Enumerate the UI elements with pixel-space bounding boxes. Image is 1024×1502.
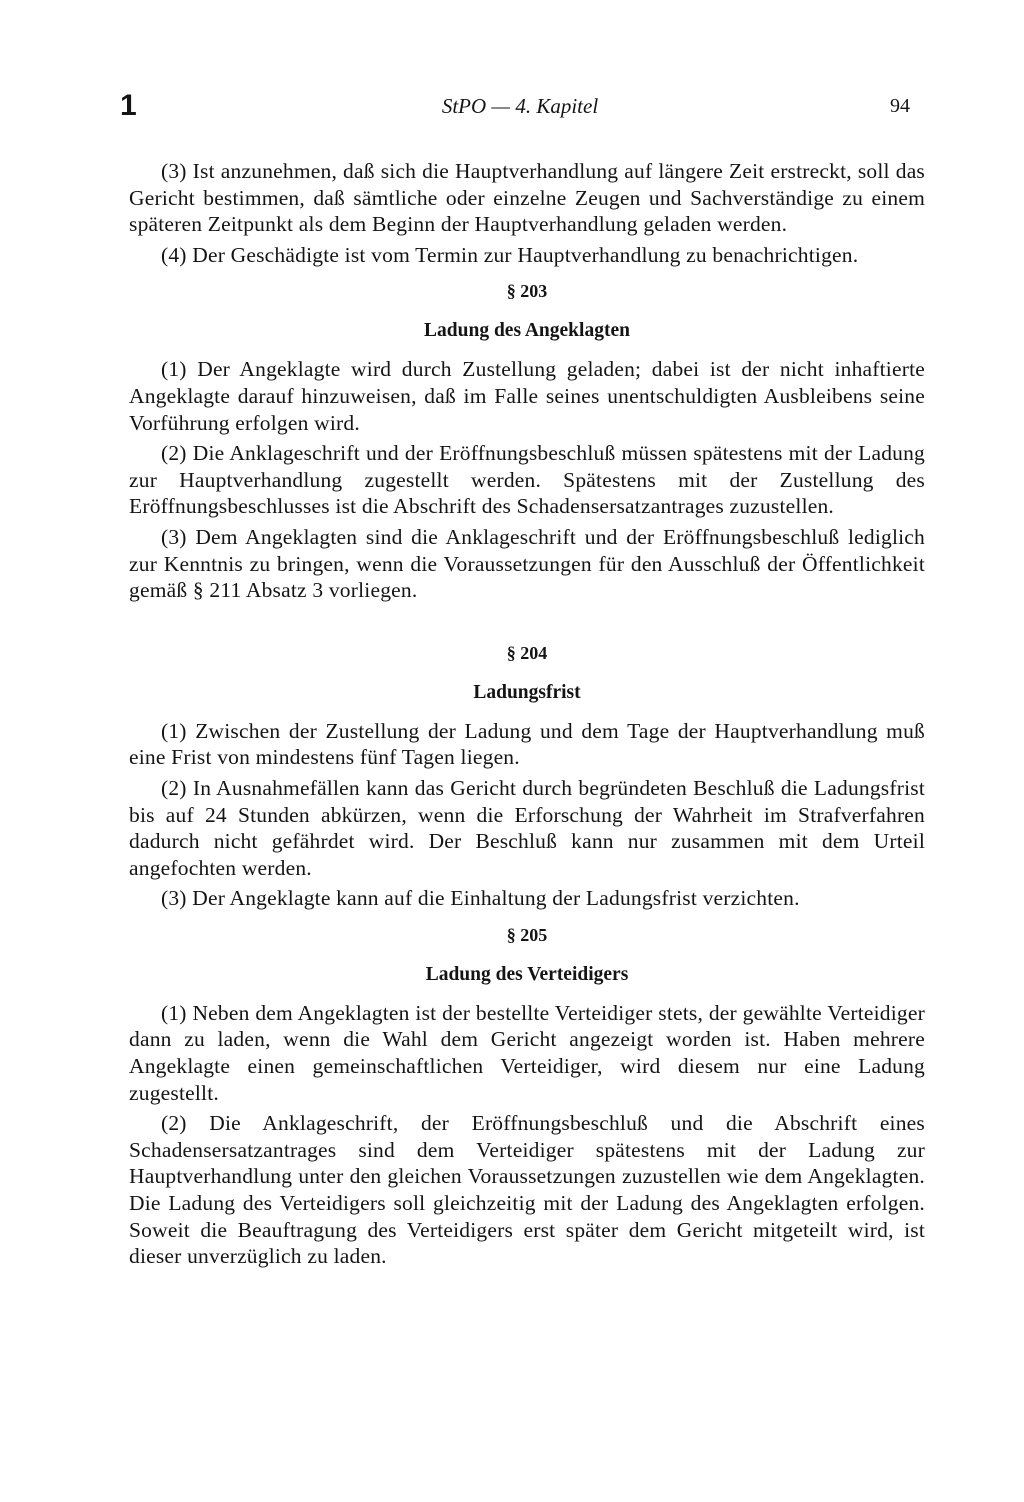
section-205-paragraph-1: (1) Neben dem Angeklagten ist der bestellte Verteidiger stets, der gewählte Verteidiger dann zu laden, wenn die Wahl dem Gericht angezeigt worden ist. Haben mehrere Angeklagte einen gemeinschaftlichen Verteidiger, wird diesem nur eine Ladung zugestellt. <box>129 1000 925 1105</box>
section-204-paragraph-2: (2) In Ausnahmefällen kann das Gericht durch begründeten Beschluß die Ladungsfrist bis auf 24 Stunden abkürzen, wenn die Erforschung der Wahrheit im Strafverfahren dadurch nicht gefährdet wird. Der Beschluß kann nur zusammen mit dem Urteil angefochten werden. <box>129 775 925 880</box>
section-205-title: Ladung des Verteidigers <box>425 963 629 985</box>
section-203-number: § 203 <box>506 281 548 302</box>
page-header <box>120 86 920 126</box>
section-spacer <box>129 608 925 630</box>
chapter-number: 1 <box>120 89 137 122</box>
section-203-title: Ladung des Angeklagten <box>424 320 630 342</box>
section-205-paragraph-2: (2) Die Anklageschrift, der Eröffnungsbeschluß und die Abschrift eines Schadensersatzantrages sind dem Verteidiger spätestens mit der Ladung zur Hauptverhandlung unter den gleichen Voraussetzungen zuzustellen wie dem Angeklagten. Die Ladung des Verteidigers soll gleichzeitig mit der Ladung des Angeklagten erfolgen. Soweit die Beauftragung des Verteidigers erst später dem Gericht mitgeteilt wird, ist dieser unverzüglich zu laden. <box>129 1111 925 1269</box>
section-204-paragraph-1: (1) Zwischen der Zustellung der Ladung und dem Tage der Hauptverhandlung muß eine Frist von mindestens fünf Tagen liegen. <box>129 718 925 770</box>
running-title: StPO — 4. Kapitel <box>441 94 599 118</box>
section-204-title: Ladungsfrist <box>473 681 581 703</box>
paragraph-intro-4: (4) Der Geschädigte ist vom Termin zur Hauptverhandlung zu benachrichtigen. <box>161 242 859 267</box>
section-203-paragraph-3: (3) Dem Angeklagten sind die Anklageschrift und der Eröffnungsbeschluß lediglich zur Kenntnis zu bringen, wenn die Voraussetzungen für den Ausschluß der Öffentlichkeit gemäß § 211 Absatz 3 vorliegen. <box>129 524 925 603</box>
section-203-paragraph-1: (1) Der Angeklagte wird durch Zustellung geladen; dabei ist der nicht inhaftierte Angeklagte darauf hinzuweisen, daß im Falle seines unentschuldigten Ausbleibens seine Vorführung erfolgen wird. <box>129 357 925 435</box>
section-203-paragraph-2: (2) Die Anklageschrift und der Eröffnungsbeschluß müssen spätestens mit der Ladung zur Hauptverhandlung zugestellt werden. Spätestens mit der Zustellung des Eröffnungsbeschlusses ist die Abschrift des Schadensersatzantrages zuzustellen. <box>129 441 925 519</box>
page-body <box>129 158 925 1274</box>
section-205-number: § 205 <box>506 924 548 945</box>
paragraph-intro-3: (3) Ist anzunehmen, daß sich die Hauptverhandlung auf längere Zeit erstreckt, soll das Gericht bestimmen, daß sämtliche oder einzelne Zeugen und Sachverständige zu einem späteren Zeitpunkt als dem Beginn der Hauptverhandlung geladen werden. <box>129 159 925 237</box>
section-204-number: § 204 <box>506 642 548 663</box>
page-number: 94 <box>890 95 910 117</box>
section-204-paragraph-3: (3) Der Angeklagte kann auf die Einhaltung der Ladungsfrist verzichten. <box>161 886 800 911</box>
